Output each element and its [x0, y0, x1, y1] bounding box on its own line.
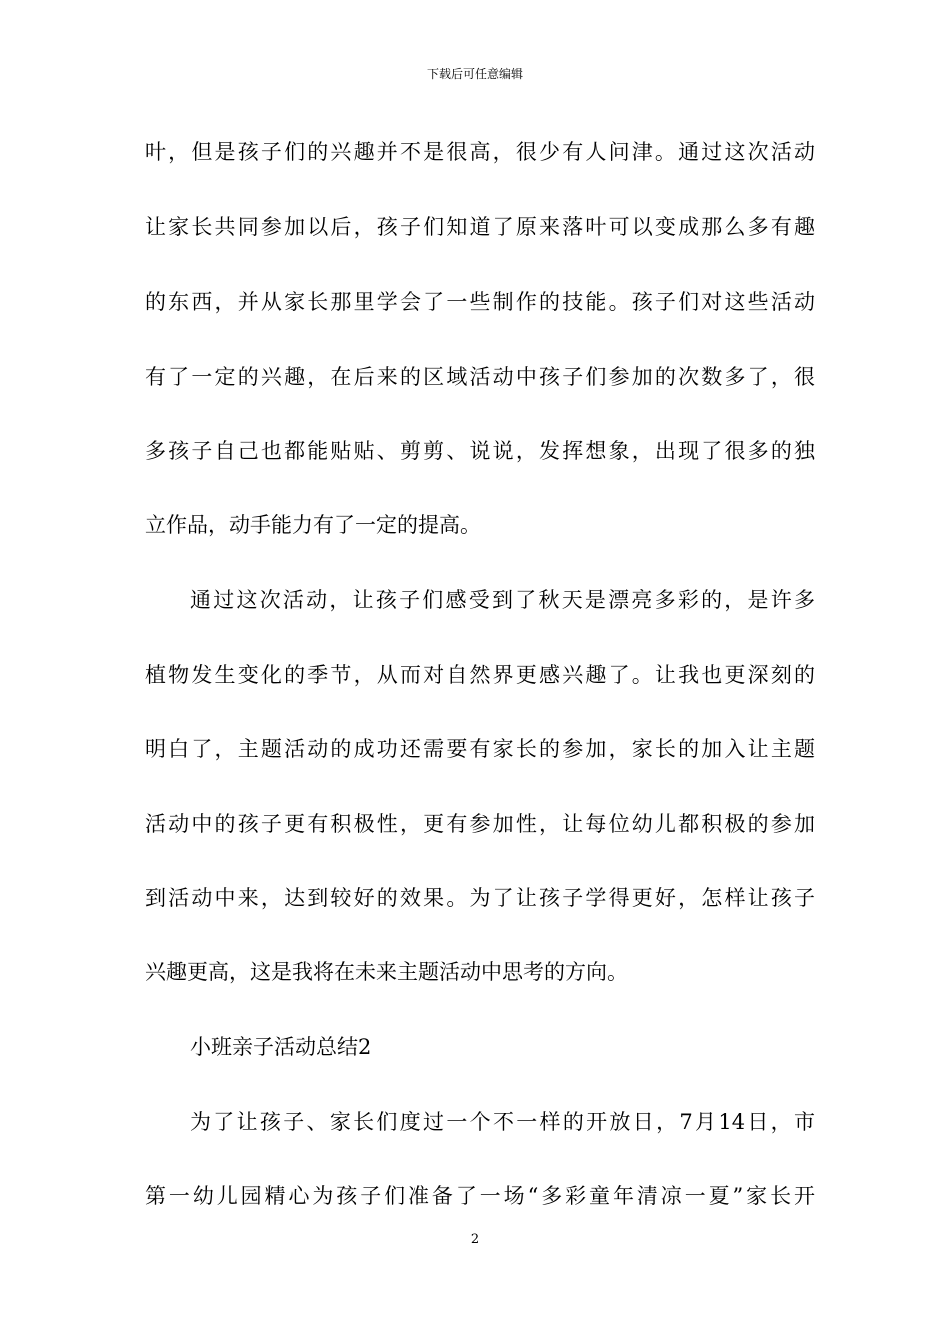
body-line: 兴趣更高，这是我将在未来主题活动中思考的方向。 [145, 960, 628, 984]
body-line: 叶，但是孩子们的兴趣并不是很高，很少有人问津。通过这次活动 [145, 140, 815, 164]
body-line: 让家长共同参加以后，孩子们知道了原来落叶可以变成那么多有趣 [145, 215, 815, 239]
body-line: 有了一定的兴趣，在后来的区域活动中孩子们参加的次数多了，很 [145, 365, 815, 389]
body-line: 第一幼儿园精心为孩子们准备了一场“多彩童年清凉一夏”家长开 [145, 1184, 815, 1208]
body-line: 明白了，主题活动的成功还需要有家长的参加，家长的加入让主题 [145, 737, 815, 761]
page-header: 下载后可任意编辑 [426, 67, 523, 81]
body-line: 立作品，动手能力有了一定的提高。 [145, 513, 481, 537]
section-heading: 小班亲子活动总结2 [190, 1035, 372, 1059]
body-line: 的东西，并从家长那里学会了一些制作的技能。孩子们对这些活动 [145, 290, 815, 314]
body-line: 到活动中来，达到较好的效果。为了让孩子学得更好，怎样让孩子 [145, 886, 815, 910]
body-line: 植物发生变化的季节，从而对自然界更感兴趣了。让我也更深刻的 [145, 663, 815, 687]
body-line: 通过这次活动，让孩子们感受到了秋天是漂亮多彩的，是许多 [190, 588, 815, 612]
body-line: 为了让孩子、家长们度过一个不一样的开放日，7月14日，市 [190, 1110, 815, 1134]
body-line: 活动中的孩子更有积极性，更有参加性，让每位幼儿都积极的参加 [145, 812, 815, 836]
page-number: 2 [470, 1232, 480, 1247]
body-line: 多孩子自己也都能贴贴、剪剪、说说，发挥想象，出现了很多的独 [145, 439, 815, 463]
